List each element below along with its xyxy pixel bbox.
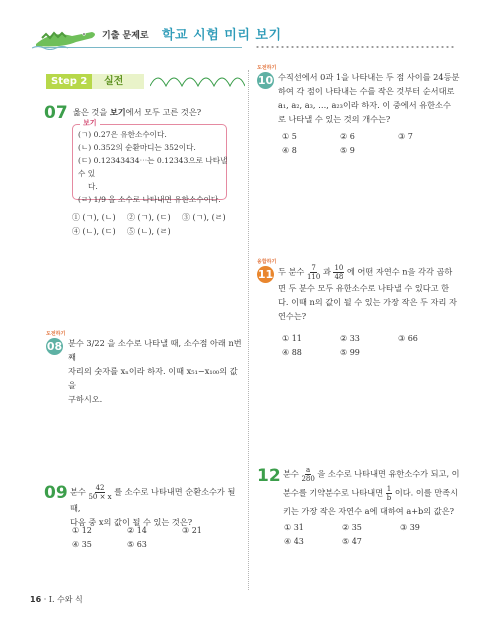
q08-number: 08	[46, 340, 63, 353]
q11-f2-num: 10	[334, 264, 344, 272]
q12-option[interactable]: ④ 43	[284, 537, 304, 546]
q07-option[interactable]: ⑤ (ㄴ), (ㄹ)	[127, 227, 171, 236]
q11-fraction-1	[307, 264, 320, 281]
q11-f2-den: 48	[334, 273, 344, 281]
q12-option[interactable]: ② 35	[342, 523, 362, 532]
bogi-item: (ㄹ) 1/9 을 소수로 나타내면 유한소수이다.	[78, 195, 221, 204]
q12-line2-post: 이다. 이를 만족시	[394, 487, 458, 498]
q10-text	[278, 70, 478, 126]
q08-line: 자리의 숫자를 xₙ이라 하자. 이때 x₅₁−x₁₀₀의 값을	[68, 366, 238, 390]
q10-line: 수직선에서 0과 1을 나타내는 두 점 사이를 24등분	[278, 72, 460, 82]
header-left-title: 기출 문제로	[102, 31, 149, 41]
q08-text	[68, 336, 243, 406]
footer-separator: ·	[43, 595, 49, 604]
q10-badge: 도전하기	[257, 65, 277, 71]
q09-number: 09	[44, 483, 68, 503]
q10-line: 하여 각 점이 나타내는 수를 작은 것부터 순서대로	[278, 86, 455, 96]
q09-option[interactable]: ② 14	[127, 526, 147, 535]
q11-option[interactable]: ④ 88	[282, 348, 302, 357]
loop-decoration	[150, 72, 245, 90]
q11-fraction-2	[333, 264, 344, 281]
q07-prompt	[73, 105, 201, 119]
q10-option[interactable]: ⑤ 9	[340, 146, 355, 155]
page-number: 16	[30, 595, 42, 604]
q08-line: 구하시오.	[68, 394, 103, 404]
bogi-item: (ㄱ) 0.27은 유한소수이다.	[78, 130, 167, 139]
q11-line1-pre: 두 분수	[278, 266, 305, 277]
q12-option[interactable]: ① 31	[284, 523, 304, 532]
q11-line: 면 두 분수 모두 유한소수로 나타낼 수 있다고 한	[278, 283, 450, 293]
q12-fraction-1	[301, 466, 314, 483]
q12-line2	[283, 485, 483, 502]
q12-line1-pre: 분수	[283, 468, 299, 479]
q12-frac-num: a	[306, 466, 311, 474]
q12-line3: 키는 가장 작은 자연수 a에 대하여 a+b의 값은?	[283, 506, 455, 516]
q12-number: 12	[257, 466, 281, 486]
q10-line: a₁, a₂, a₃, …, a₂₃이라 하자. 이 중에서 유한소수	[278, 100, 451, 110]
step-label: Step 2	[46, 74, 92, 89]
header-dotted-rule	[255, 45, 455, 49]
q12-option[interactable]: ③ 39	[400, 523, 420, 532]
header-rule	[42, 47, 242, 48]
q09-option[interactable]: ④ 35	[72, 540, 92, 549]
q07-option[interactable]: ① (ㄱ), (ㄴ)	[72, 213, 116, 222]
column-divider	[248, 70, 249, 590]
q11-f1-den: 110	[306, 273, 321, 281]
q11-badge: 융합하기	[257, 259, 277, 265]
q07-number: 07	[44, 103, 68, 123]
q10-option[interactable]: ④ 8	[282, 146, 297, 155]
bogi-item: (ㄴ) 0.352의 순환마디는 352이다.	[78, 143, 196, 152]
q09-option[interactable]: ① 12	[72, 526, 92, 535]
q12-line1	[283, 466, 483, 483]
q11-text	[278, 264, 483, 323]
q09-frac-den: 50 × x	[88, 493, 112, 501]
q11-line1	[278, 264, 483, 281]
q11-number: 11	[257, 268, 274, 281]
q12-frac-den: 280	[301, 475, 315, 483]
q09-option[interactable]: ③ 21	[182, 526, 202, 535]
q11-line1-post: 에 어떤 자연수 n을 각각 곱하	[347, 266, 453, 277]
q10-number: 10	[257, 74, 274, 87]
q11-option[interactable]: ⑤ 99	[340, 348, 360, 357]
bogi-list	[78, 128, 228, 206]
q07-prompt-post: 에서 모두 고른 것은?	[125, 107, 202, 117]
q09-frac-num: 42	[95, 484, 105, 492]
page-footer	[30, 594, 83, 605]
q12-text	[283, 466, 483, 518]
q12-frac2-num: 1	[386, 485, 392, 493]
step-tag: 실전	[92, 74, 144, 89]
q08-badge: 도전하기	[46, 331, 66, 337]
q11-mid: 과	[322, 266, 331, 277]
q11-option[interactable]: ② 33	[340, 334, 360, 343]
q11-option[interactable]: ③ 66	[398, 334, 418, 343]
q09-line2: 다음 중 x의 값이 될 수 있는 것은?	[70, 517, 193, 527]
footer-section: Ⅰ. 수와 식	[48, 595, 83, 604]
q11-option[interactable]: ① 11	[282, 334, 302, 343]
q07-prompt-pre: 옳은 것을	[73, 107, 110, 117]
q07-option[interactable]: ④ (ㄴ), (ㄷ)	[72, 227, 116, 236]
q10-option[interactable]: ① 5	[282, 132, 297, 141]
crocodile-illustration	[32, 18, 104, 50]
q11-line: 다. 이때 n의 값이 될 수 있는 가장 작은 두 자리 자	[278, 297, 457, 307]
q07-option[interactable]: ③ (ㄱ), (ㄹ)	[182, 213, 226, 222]
q11-f1-num: 7	[311, 264, 316, 272]
q12-option[interactable]: ⑤ 47	[342, 537, 362, 546]
q11-line: 연수는?	[278, 311, 307, 321]
q09-option[interactable]: ⑤ 63	[127, 540, 147, 549]
header-right-title: 학교 시험 미리 보기	[162, 28, 282, 43]
q09-line1-pre: 분수	[70, 486, 86, 497]
q07-prompt-bold: 보기	[109, 107, 126, 117]
q12-fraction-2	[386, 485, 392, 502]
q09-line1	[70, 484, 245, 515]
q12-frac2-den: b	[386, 494, 392, 502]
q09-fraction	[88, 484, 111, 501]
q10-line: 로 나타낼 수 있는 것의 개수는?	[278, 114, 391, 124]
q07-option[interactable]: ② (ㄱ), (ㄷ)	[127, 213, 171, 222]
q10-option[interactable]: ② 6	[340, 132, 355, 141]
bogi-label: 보기	[80, 118, 100, 128]
q09-text	[70, 484, 245, 529]
q10-option[interactable]: ③ 7	[398, 132, 413, 141]
q09-line1-post: 를 소수로 나타내면 순환소수가 될 때,	[70, 486, 236, 513]
bogi-item-continued: 다.	[88, 182, 98, 191]
q12-line2-pre: 분수를 기약분수로 나타내면	[283, 487, 384, 498]
bogi-item: (ㄷ) 0.12343434⋯는 0.1234̇3으로 나타낼 수 있	[78, 156, 228, 178]
q12-line1-post: 을 소수로 나타내면 유한소수가 되고, 이	[317, 468, 460, 479]
q08-line: 분수 3/22 을 소수로 나타낼 때, 소수점 아래 n번째	[68, 338, 242, 362]
